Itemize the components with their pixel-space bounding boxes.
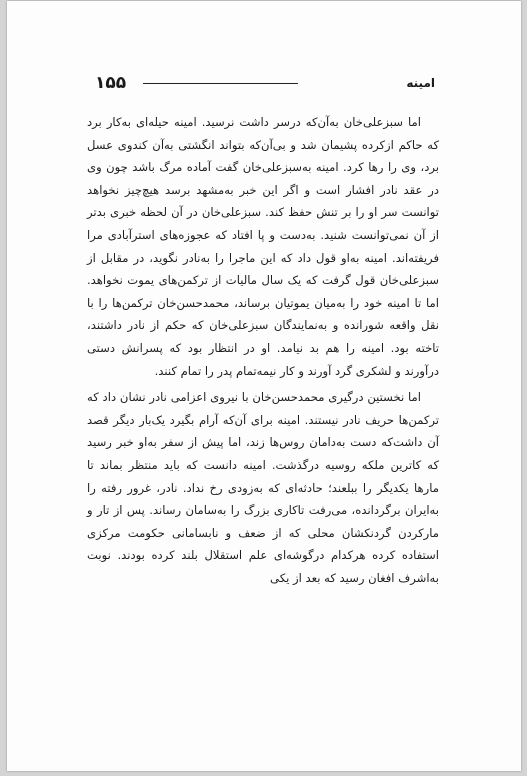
running-title: امینه bbox=[406, 76, 435, 90]
body-text bbox=[87, 111, 439, 589]
paragraph: اما نخستین درگیری محمدحسن‌خان با نیروی اعزامی نادر نشان داد که ترکمن‌ها حریف نادر نیستند. امینه برای آن‌که آرام بگیرد یک‌بار دیگر قصد آن داشت‌که دست به‌دامان روس‌ها زند، اما پیش از سفر به‌او خبر رسید که کاترین ملکه روسیه درگذشت. امینه دانست که باید منتظر بماند تا مارها یکدیگر را ببلعند؛ حادثه‌ای که به‌زودی رخ نداد. نادر، غرور رفته را به‌ایران برگردانده، می‌رفت تاکاری بزرگ را به‌سامان رساند. پس از تار و مارکردن گردنکشان محلی که از ضعف و نابسامانی حکومت مرکزی استفاده کرده هرکدام درگوشه‌ای علم استقلال بلند کرده بودند. نوبت به‌اشرف افغان رسید که بعد از یکی bbox=[87, 390, 439, 585]
page-number: ۱۵۵ bbox=[95, 73, 127, 93]
book-page bbox=[7, 1, 521, 771]
header-rule bbox=[143, 83, 298, 84]
page-header bbox=[95, 71, 435, 95]
paragraph: اما سبزعلی‌خان به‌آن‌که درسر داشت نرسید. امینه حیله‌ای به‌کار برد که حاکم ازکرده پشیمان شد و بی‌آن‌که بتواند انگشتی به‌آن کندوی عسل برد، وی را رها کرد. امینه به‌سبزعلی‌خان گفت آماده مرگ باشد چون وی در عقد نادر افشار است و اگر این خبر به‌مشهد برسد هیچ‌چیز نخواهد توانست سر او را بر تنش حفظ کند. سبزعلی‌خان در آن لحظه خبری بدتر از آن نمی‌توانست شنید. به‌دست و پا افتاد که عجوزه‌های استرآبادی مرا فریفته‌اند. امینه به‌او قول داد که این ماجرا را به‌نادر نگوید، در مقابل از سبزعلی‌خان قول گرفت که یک سال مالیات از ترکمن‌های یموت نخواهد. اما تا امینه خود را به‌میان یموتیان برساند، محمدحسن‌خان ترکمن‌ها را با نقل واقعه شورانده و به‌نمایندگان سبزعلی‌خان که حکم از نادر داشتند، تاخته بود. امینه را هم بد نیامد. او در انتظار بود که پسرانش دستی درآورند و لشکری گرد آورند و کار نیمه‌تمام پدر را تمام کنند. bbox=[87, 115, 439, 378]
